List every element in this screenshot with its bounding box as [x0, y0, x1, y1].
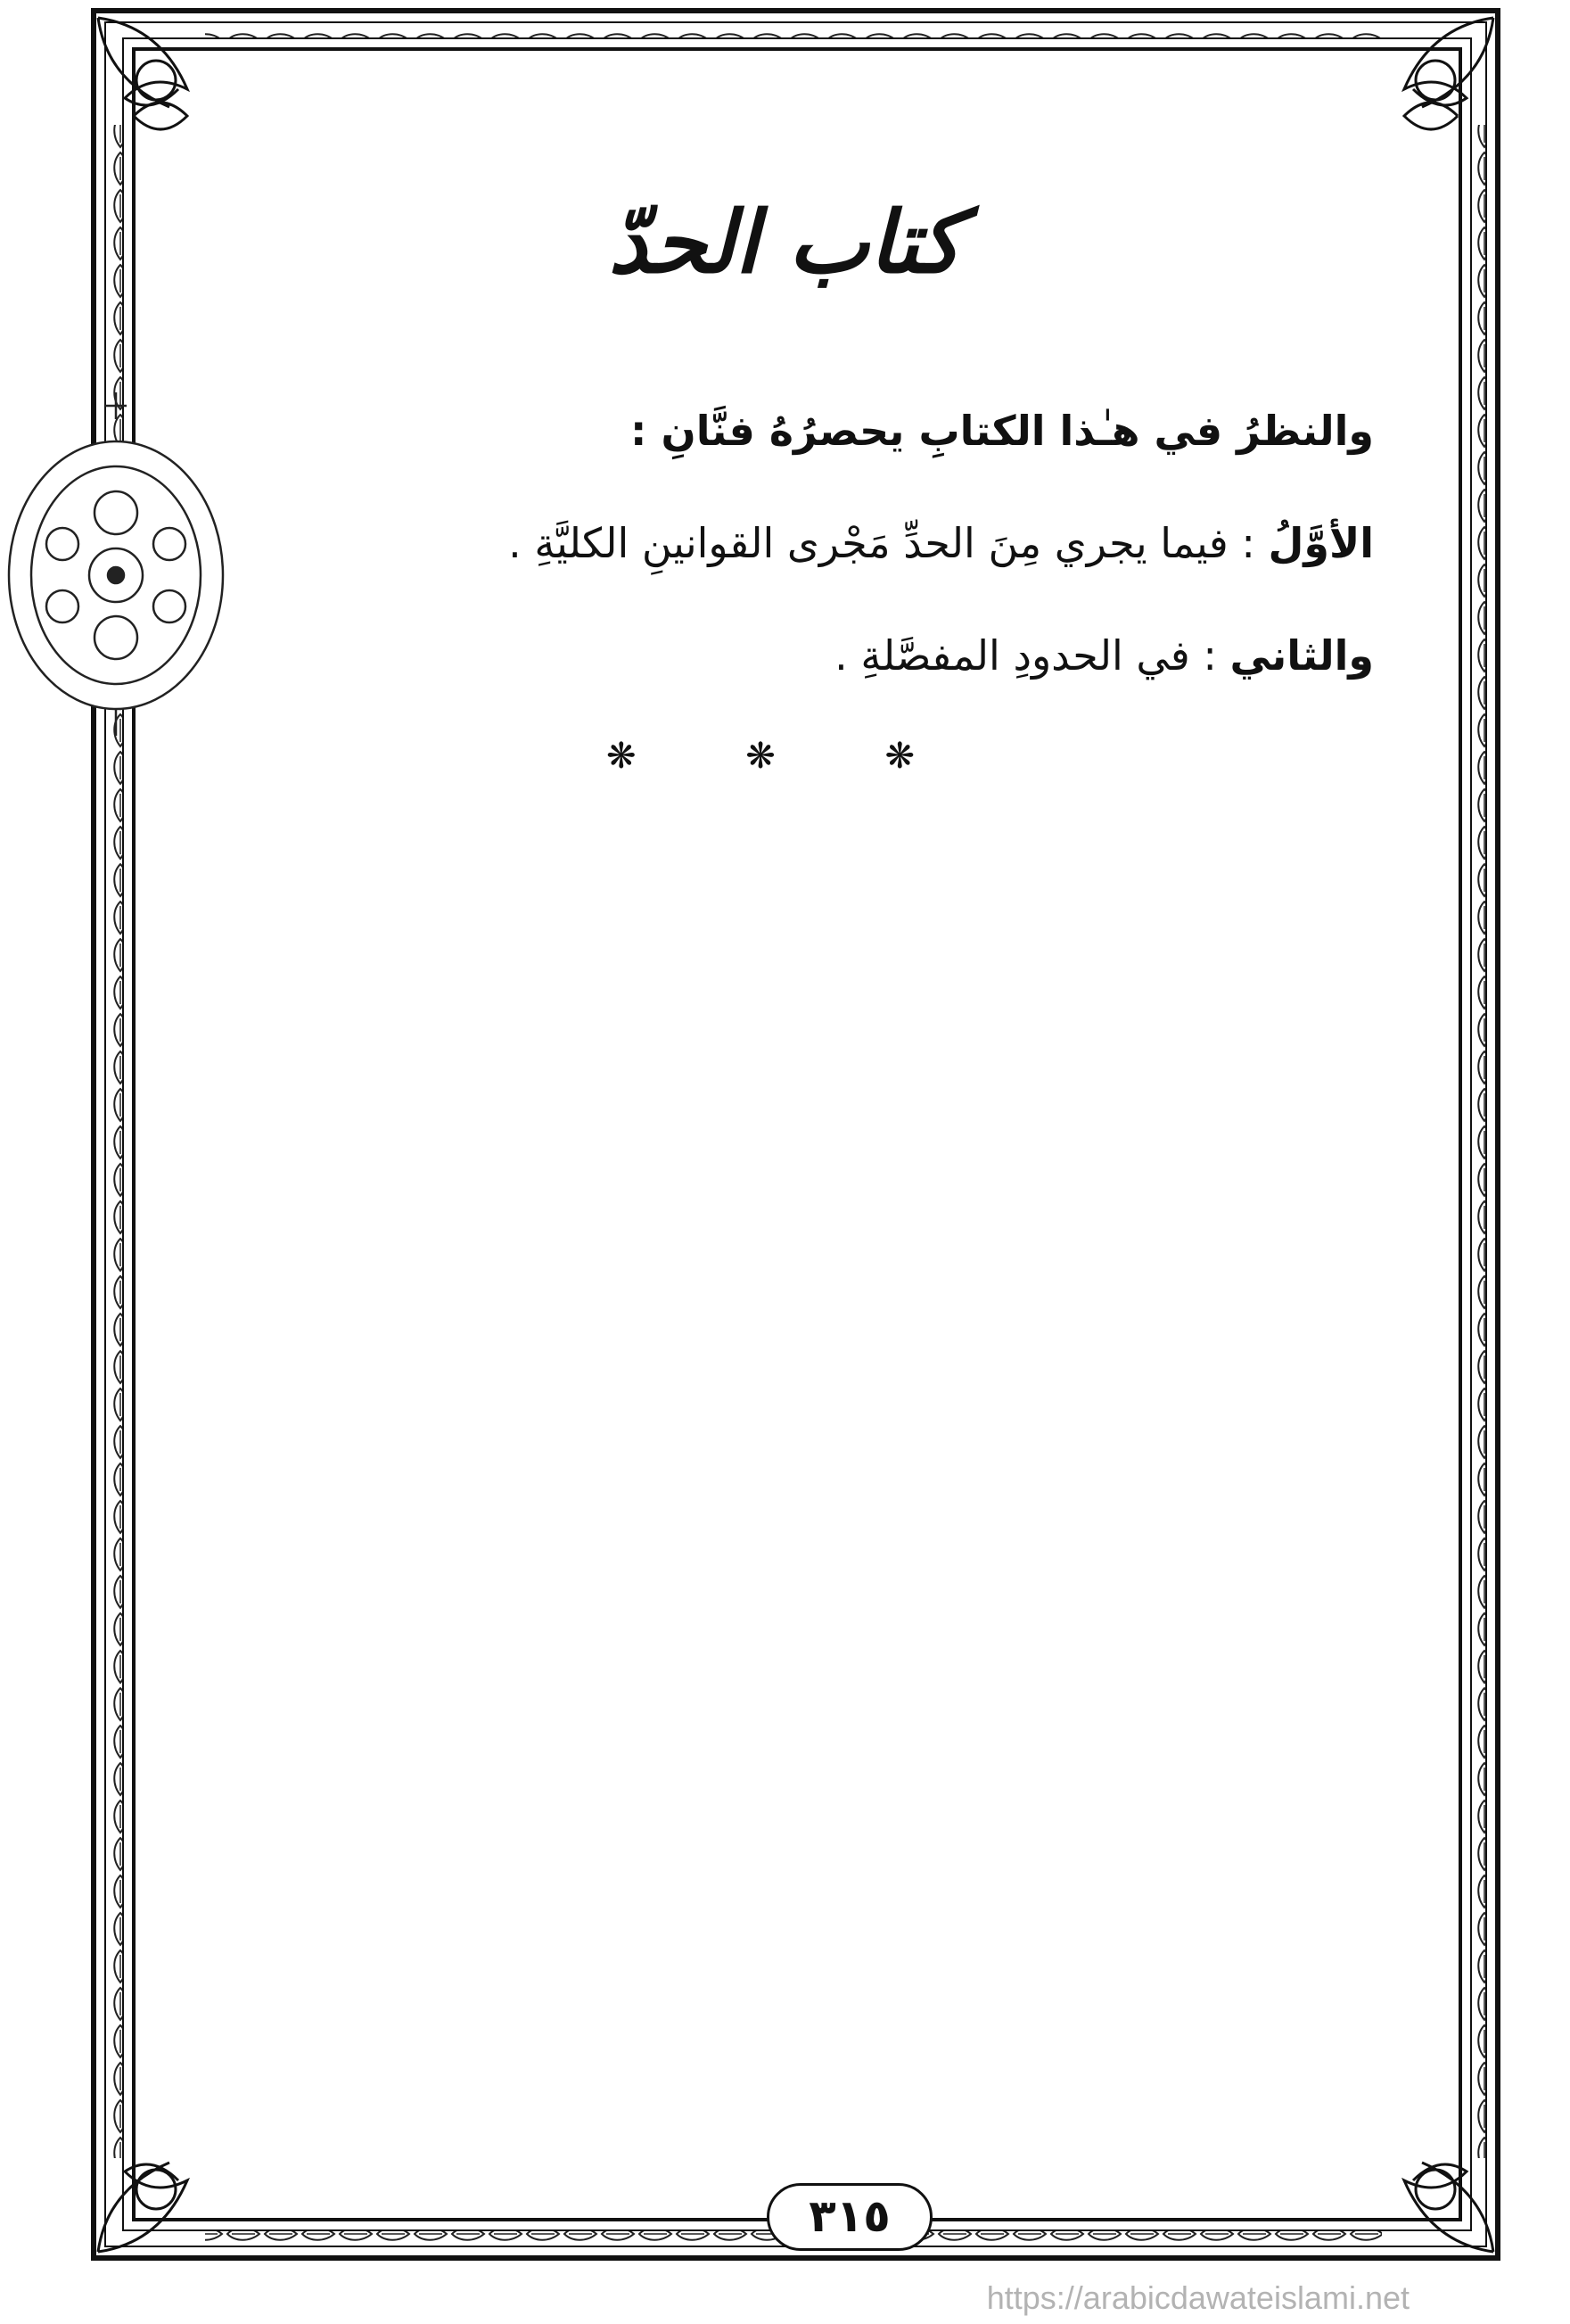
corner-ornament-top-right [1404, 18, 1493, 129]
body-text [197, 392, 1374, 729]
paragraph-text: : في الحدودِ المفصَّلةِ . [834, 631, 1230, 680]
paragraph-lead: والثاني [1229, 631, 1374, 680]
corner-ornament-bottom-left [98, 2163, 187, 2252]
paragraph-first [197, 505, 1374, 617]
paragraph-intro [197, 392, 1374, 505]
section-divider: ❋ ❋ ❋ [606, 736, 964, 777]
page-number: ٣١٥ [767, 2183, 933, 2251]
side-medallion [9, 392, 223, 736]
paragraph-second [197, 617, 1374, 729]
corner-ornament-top-left [98, 18, 187, 129]
corner-ornament-bottom-right [1404, 2163, 1493, 2252]
paragraph-text: والنظرُ في هـٰذا الكتابِ يحصرُهُ فنَّانِ : [630, 407, 1374, 455]
paragraph-lead: الأوَّلُ [1268, 519, 1374, 567]
watermark-url: https://arabicdawateislami.net [986, 2279, 1410, 2316]
paragraph-text: : فيما يجري مِنَ الحدِّ مَجْرى القوانينِ الكليَّةِ . [508, 519, 1269, 567]
chapter-title: كتاب الحدّ [608, 192, 962, 293]
